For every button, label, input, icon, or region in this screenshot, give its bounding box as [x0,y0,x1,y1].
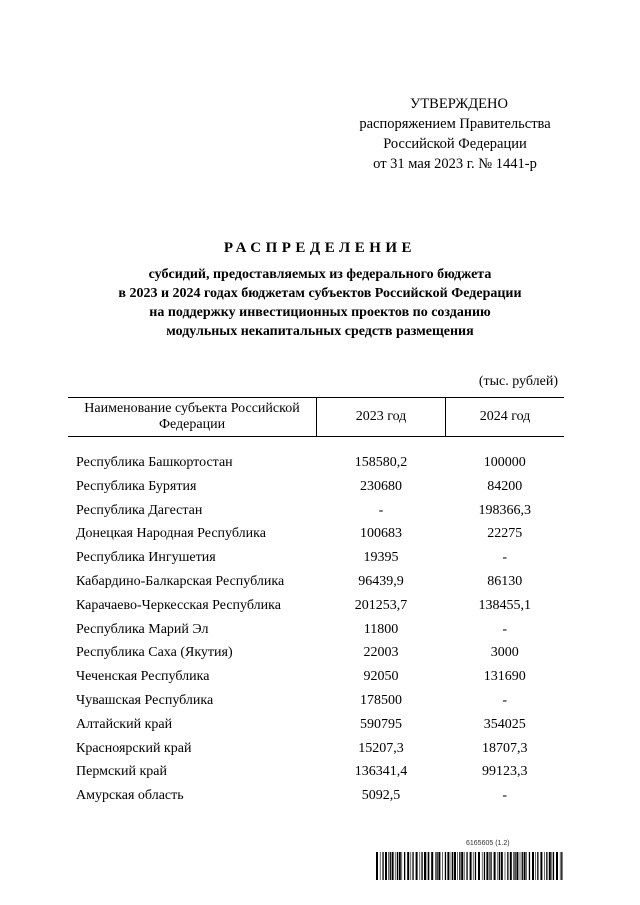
table-header-row [68,398,564,437]
table-row [68,570,564,594]
value-2023-cell: 19395 [363,550,399,566]
barcode-bar [552,852,553,880]
barcode-bar [478,852,480,880]
barcode-bar [382,852,383,880]
barcode-bar [459,852,460,880]
table-row [68,784,564,808]
header-subject-name: Наименование субъекта Российской Федерации [68,398,317,437]
table-row [68,665,564,689]
barcode-bar [411,852,412,880]
subject-name-cell: Алтайский край [76,716,173,732]
subtitle-line: субсидий, предоставляемых из федерального бюджета [148,267,492,282]
value-2024-cell: 138455,1 [478,597,531,613]
value-2024-cell: 198366,3 [478,502,531,518]
subject-name-cell: Республика Ингушетия [76,550,216,566]
barcode-bar [407,852,409,880]
barcode-bar [520,852,521,880]
barcode-bar [402,852,403,880]
value-2023-cell: 230680 [360,478,402,494]
barcode-bar [560,852,561,880]
barcode-bar [438,852,440,880]
header-year-2023: 2023 год [317,398,446,437]
barcode-bar [535,852,536,880]
barcode-bar [510,852,512,880]
value-2023-cell: 590795 [360,716,402,732]
barcode-bar [470,852,472,880]
value-2023-cell: 22003 [363,645,399,661]
approval-heading: УТВЕРЖДЕНО [410,96,508,112]
barcode-bar [464,852,465,880]
barcode-bar [435,852,436,880]
barcode-bar [380,852,381,880]
subject-name-cell: Республика Башкортостан [76,455,233,470]
value-2023-cell: 92050 [363,669,399,685]
units-label: (тыс. рублей) [478,374,558,389]
value-2024-cell: 99123,3 [482,764,528,780]
table-row [68,594,564,618]
subtitle-line: в 2023 и 2024 годах бюджетам субъектов Российской Федерации [118,286,522,301]
value-2023-cell: 136341,4 [354,764,408,780]
value-2024-cell: - [502,692,508,708]
barcode-bar [397,852,398,880]
value-2024-cell: - [502,550,508,566]
barcode-bar [388,852,389,880]
subject-name-cell: Республика Марий Эл [76,621,209,637]
value-2023-cell: 96439,9 [358,573,404,589]
value-2024-cell: - [502,621,508,637]
value-2023-cell: 5092,5 [361,788,401,804]
barcode-bar [404,852,405,880]
barcode-bar [556,852,558,880]
approval-line-order: распоряжением Правительства [359,116,551,132]
barcode-bar [549,852,551,880]
barcode-bar [482,852,483,880]
value-2023-cell: 158580,2 [354,455,408,470]
subject-name-cell: Чеченская Республика [76,669,210,685]
subject-name-cell: Амурская область [76,788,184,804]
subtitle-line: на поддержку инвестиционных проектов по созданию [149,305,491,320]
barcode-bar [420,852,421,880]
barcode-bar [532,852,534,880]
barcode-bar [475,852,476,880]
barcode-bar [466,852,467,880]
barcode-bar [490,852,491,880]
barcode-bar [561,852,562,880]
table-row [68,451,564,475]
table-row [68,546,564,570]
barcode-bar [461,852,463,880]
subject-name-cell: Донецкая Народная Республика [76,526,266,542]
barcode-bar [522,852,523,880]
distribution-table [68,397,564,808]
barcode-bar [399,852,401,880]
subject-name-cell: Пермский край [76,764,167,780]
barcode-bar [390,852,391,880]
table-row [68,641,564,665]
value-2024-cell: - [502,788,508,804]
value-2024-cell: 3000 [490,645,519,661]
barcode-bar [553,852,554,880]
approval-stamp [340,94,570,174]
barcode-bar [516,852,518,880]
barcode-bar [494,852,496,880]
barcode-image [376,852,564,880]
approval-line-date: от 31 мая 2023 г. № 1441-р [373,156,537,172]
value-2023-cell: 178500 [360,692,402,708]
barcode-bar [486,852,488,880]
barcode-bar [416,852,418,880]
barcode-bar [421,852,422,880]
barcode-bar [457,852,458,880]
table-row [68,499,564,523]
barcode-bar [431,852,433,880]
barcode-bar [424,852,426,880]
barcode-bar [526,852,527,880]
subject-name-cell: Республика Бурятия [76,478,197,494]
value-2023-cell: 11800 [363,621,399,637]
barcode-bar [505,852,506,880]
barcode-bar [447,852,449,880]
value-2023-cell: 100683 [360,526,402,542]
table-row [68,475,564,499]
barcode-bar [540,852,542,880]
table-row [68,522,564,546]
table-row [68,713,564,737]
barcode-bar [546,852,547,880]
barcode-bar [501,852,503,880]
barcode-bar [451,852,452,880]
barcode-bar [489,852,490,880]
barcode-bar [442,852,443,880]
barcode-bar [395,852,396,880]
barcode-bar [427,852,428,880]
table-row [68,689,564,713]
barcode-bar [514,852,515,880]
value-2023-cell: 201253,7 [354,597,408,613]
barcode-bar [507,852,508,880]
barcode-bar [544,852,545,880]
barcode-bar [376,852,378,880]
barcode-bar [537,852,538,880]
barcode-bar [454,852,456,880]
subject-name-cell: Республика Дагестан [76,502,203,518]
barcode-bar [513,852,514,880]
barcode-bar [484,852,485,880]
document-title: РАСПРЕДЕЛЕНИЕ [223,240,417,256]
value-2024-cell: 354025 [483,716,526,732]
barcode-bar [436,852,437,880]
value-2024-cell: 100000 [483,455,526,470]
barcode-bar [529,852,530,880]
value-2024-cell: 131690 [483,669,526,685]
barcode-bar [499,852,500,880]
value-2024-cell: 84200 [487,478,523,494]
table-row [68,618,564,642]
value-2024-cell: 86130 [487,573,523,589]
barcode-bar [473,852,474,880]
subtitle-line: модульных некапитальных средств размещения [166,324,474,339]
value-2024-cell: 22275 [487,526,523,542]
subject-name-cell: Чувашская Республика [76,692,214,708]
header-year-2024: 2024 год [446,398,565,437]
barcode-bar [498,852,499,880]
barcode-bar [412,852,413,880]
value-2023-cell: 15207,3 [358,740,404,756]
barcode-id: 6165605 (1.2) [466,840,510,847]
barcode-bar [452,852,453,880]
value-2024-cell: 18707,3 [482,740,528,756]
table-row [68,760,564,784]
barcode-bar [385,852,387,880]
document-subtitle [60,265,580,341]
barcode-bar [524,852,526,880]
table-row [68,737,564,761]
subject-name-cell: Красноярский край [76,740,192,756]
barcode-bar [445,852,446,880]
barcode-bar [392,852,394,880]
subject-name-cell: Республика Саха (Якутия) [76,645,233,661]
subject-name-cell: Карачаево-Черкесская Республика [76,597,281,613]
barcode-bar [428,852,429,880]
value-2023-cell: - [378,502,384,518]
approval-line-government: Российской Федерации [383,136,527,152]
subject-name-cell: Кабардино-Балкарская Республика [76,573,285,589]
